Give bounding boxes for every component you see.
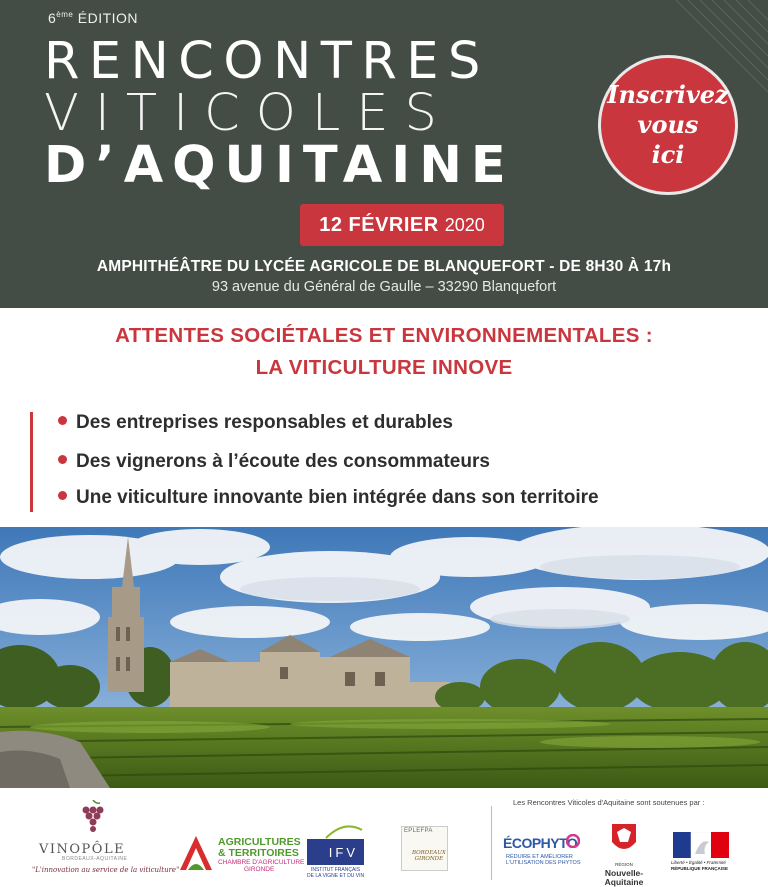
- venue-line: AMPHITHÉÂTRE DU LYCÉE AGRICOLE DE BLANQUEFORT - DE 8H30 À 17h: [96, 258, 672, 275]
- edition-number: 6: [48, 10, 57, 26]
- bullet-text: Des vignerons à l’écoute des consommateurs: [76, 451, 490, 472]
- title-line-2: VITICOLES: [44, 84, 453, 143]
- bullet-dot-icon: [58, 491, 67, 500]
- bullet-item: [58, 487, 599, 509]
- republique-francaise-flag-logo: [673, 832, 729, 858]
- vinopole-subtitle: BORDEAUX-AQUITAINE: [62, 856, 128, 862]
- title-line-3: D’AQUITAINE: [44, 136, 515, 195]
- register-line-1: Inscrivez: [607, 80, 729, 109]
- ecophyto-line-2: L'UTILISATION DES PHYTOS: [506, 860, 581, 866]
- ecophyto-name: ÉCOPHYTO: [503, 835, 578, 851]
- agri-line-1: AGRICULTURES: [218, 836, 301, 848]
- register-line-2: vous: [637, 110, 699, 139]
- eplefpa-subtitle: [412, 850, 446, 862]
- bullet-text: Une viticulture innovante bien intégrée dans son territoire: [76, 487, 599, 508]
- date-day-month: 12 FÉVRIER: [319, 213, 439, 236]
- event-header: [0, 0, 768, 308]
- region-name: [599, 860, 649, 887]
- region-label: RÉGION: [615, 862, 633, 867]
- eplefpa-line-2: GIRONDE: [414, 856, 444, 862]
- edition-superscript: ème: [56, 10, 74, 19]
- ecophyto-leaf-icon: [566, 834, 580, 848]
- vineyard-photo: [0, 527, 768, 788]
- agri-line-3: CHAMBRE D'AGRICULTURE: [218, 859, 305, 866]
- vineyard-landscape-image: [0, 527, 768, 788]
- region-name-line-2: Aquitaine: [604, 877, 644, 887]
- republique-text: [671, 860, 728, 872]
- support-text: Les Rencontres Viticoles d'Aquitaine sont soutenues par :: [513, 798, 705, 807]
- address-line: 93 avenue du Général de Gaulle – 33290 Blanquefort: [211, 279, 557, 295]
- agri-line-4: GIRONDE: [244, 866, 275, 873]
- edition-text: ÉDITION: [77, 10, 139, 26]
- bullet-text: Des entreprises responsables et durables: [76, 412, 453, 433]
- republique-name: RÉPUBLIQUE FRANÇAISE: [671, 866, 729, 871]
- ecophyto-subtitle: [506, 854, 581, 866]
- ifv-name: IFV: [328, 844, 358, 860]
- register-button[interactable]: [598, 55, 738, 195]
- republique-motto: Liberté • Égalité • Fraternité: [671, 860, 726, 865]
- agri-line-2: & TERRITOIRES: [218, 847, 299, 859]
- date-year: 2020: [444, 214, 485, 235]
- ifv-subtitle: [307, 867, 364, 879]
- eplefpa-name: EPLEFPA: [404, 828, 433, 834]
- date-badge: [300, 204, 504, 246]
- ecophyto-line-1: RÉDUIRE ET AMÉLIORER: [506, 854, 573, 860]
- bullet-dot-icon: [58, 455, 67, 464]
- region-shield-icon: [610, 822, 638, 856]
- ifv-logo: [307, 839, 364, 865]
- ifv-subtitle-line-2: DE LA VIGNE ET DU VIN: [307, 873, 365, 879]
- bullets-accent-bar: [30, 412, 33, 512]
- partners-divider: [491, 806, 492, 880]
- bullet-item: [58, 451, 490, 473]
- edition-label: [48, 10, 138, 26]
- title-line-1: RENCONTRES: [44, 32, 490, 91]
- chambre-agriculture-logo: [176, 832, 216, 872]
- vinopole-slogan: "L'innovation au service de la viticulture": [32, 866, 180, 874]
- eplefpa-line-1: BORDEAUX: [412, 850, 446, 856]
- bullet-item: [58, 412, 453, 434]
- partners-footer: [0, 788, 768, 887]
- theme-title-line-1: ATTENTES SOCIÉTALES ET ENVIRONNEMENTALES :: [115, 324, 653, 347]
- vinopole-grapes-logo: [78, 800, 108, 836]
- bullet-dot-icon: [58, 416, 67, 425]
- vinopole-name: VINOPÔLE: [39, 842, 126, 857]
- register-line-3: ici: [651, 140, 685, 169]
- theme-title-line-2: LA VITICULTURE INNOVE: [255, 356, 513, 379]
- ifv-vine-icon: [324, 824, 364, 840]
- ifv-subtitle-line-1: INSTITUT FRANÇAIS: [310, 867, 361, 873]
- region-name-line-1: Nouvelle-: [604, 868, 644, 878]
